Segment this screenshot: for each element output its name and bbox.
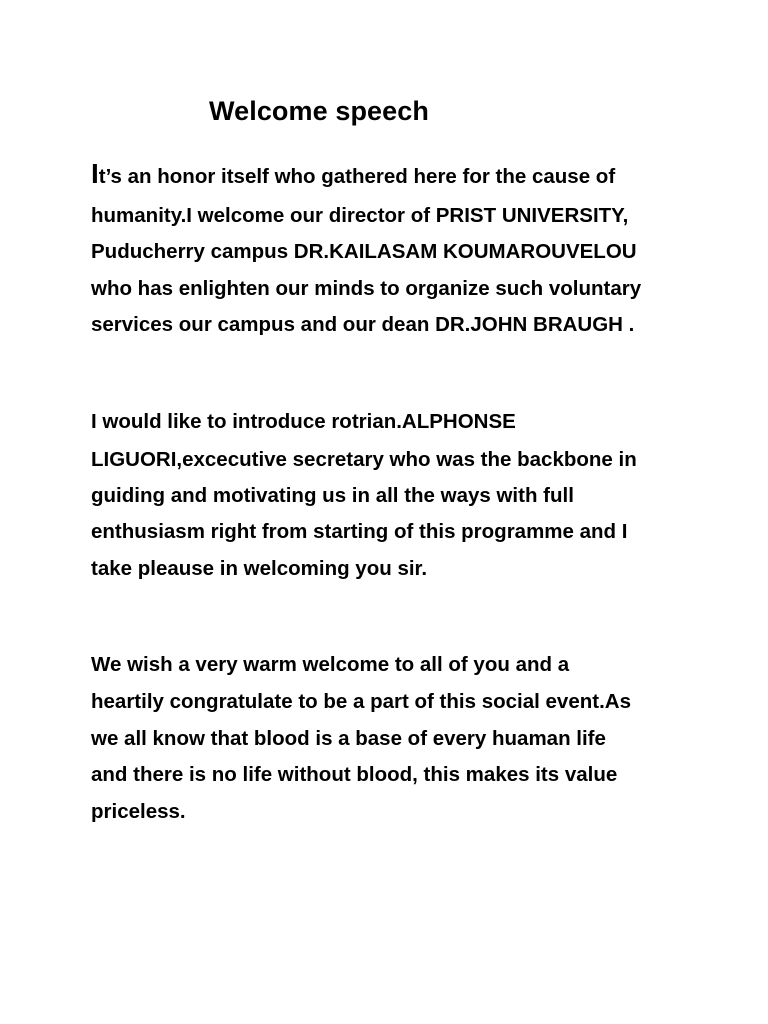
paragraph-1-line-5: services our campus and our dean DR.JOHN BRAUGH .	[91, 313, 635, 336]
paragraph-3-line-4: and there is no life without blood, this makes its value	[91, 763, 618, 786]
paragraph-2-line-1: I would like to introduce rotrian.ALPHONSE	[91, 410, 516, 433]
paragraph-1-line-2: humanity.I welcome our director of PRIST UNIVERSITY,	[91, 204, 629, 227]
paragraph-2-line-3: guiding and motivating us in all the ways with full	[91, 484, 574, 507]
paragraph-3-line-2: heartily congratulate to be a part of this social event.As	[91, 690, 631, 713]
paragraph-1-line-1	[91, 160, 615, 189]
paragraph-3-line-1: We wish a very warm welcome to all of you and a	[91, 653, 570, 676]
paragraph-3-line-3: we all know that blood is a base of every huaman life	[91, 727, 606, 750]
paragraph-2-line-2: LIGUORI,excecutive secretary who was the backbone in	[91, 448, 637, 471]
paragraph-1-line-4: who has enlighten our minds to organize such voluntary	[91, 277, 642, 300]
paragraph-2-line-5: take pleause in welcoming you sir.	[91, 557, 428, 580]
paragraph-1-line-3: Puducherry campus DR.KAILASAM KOUMAROUVELOU	[91, 240, 637, 263]
paragraph-1-line-1-text: t’s an honor itself who gathered here for the cause of	[98, 165, 616, 188]
paragraph-3-line-5: priceless.	[91, 800, 186, 823]
drop-cap: I	[91, 158, 99, 189]
page-title: Welcome speech	[209, 96, 429, 126]
paragraph-2-line-4: enthusiasm right from starting of this programme and I	[91, 520, 628, 543]
